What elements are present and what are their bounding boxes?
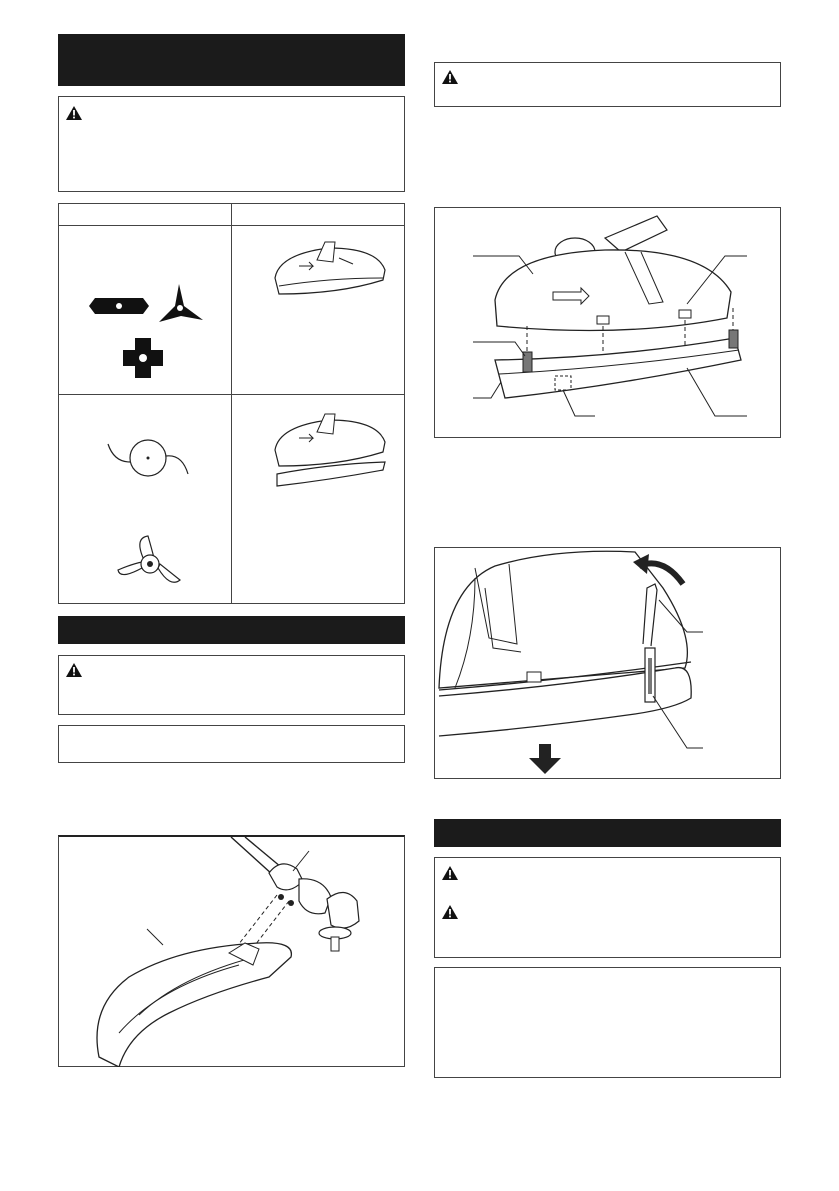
figure-guard-installation: [58, 835, 405, 1067]
warning-box: [58, 96, 405, 192]
nylon-cutting-head-illustration: [104, 434, 194, 484]
warning-triangle-icon: [441, 69, 459, 85]
blade-illustrations: [87, 284, 207, 384]
guard-extension-removal-drawing: [435, 548, 780, 778]
guard-installation-drawing: [59, 837, 404, 1067]
warning-triangle-icon: [65, 105, 83, 121]
figure-guard-extension-attach: [434, 207, 781, 438]
section-header-bar: [58, 34, 405, 86]
blade-guard-illustration: [269, 234, 389, 304]
warning-box: [434, 857, 781, 958]
warning-box: [434, 62, 781, 107]
plastic-blade-illustration: [114, 534, 184, 594]
guard-with-extension-illustration: [269, 408, 389, 498]
tool-guard-table: [58, 203, 405, 604]
section-header-bar: [434, 819, 781, 847]
figure-guard-extension-removal: [434, 547, 781, 779]
warning-box: [58, 655, 405, 715]
warning-triangle-icon: [441, 865, 459, 881]
section-header-bar: [58, 616, 405, 644]
warning-triangle-icon: [65, 662, 83, 678]
warning-triangle-icon: [441, 904, 459, 920]
guard-extension-drawing: [435, 208, 780, 437]
note-box: [58, 725, 405, 763]
note-box: [434, 967, 781, 1078]
